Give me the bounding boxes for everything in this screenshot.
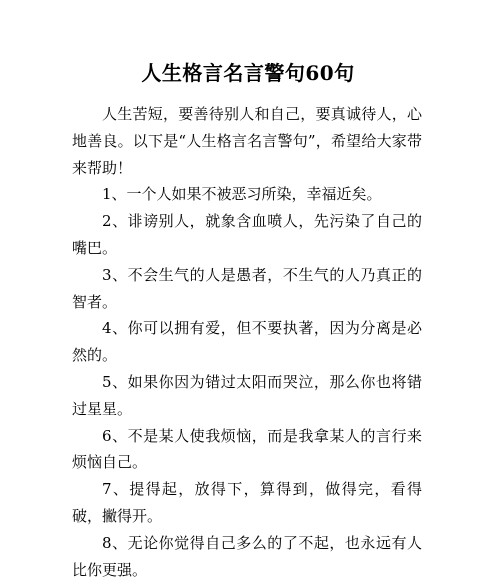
intro-paragraph: 人生苦短，要善待别人和自己，要真诚待人，心地善良。以下是“人生格言名言警句”，希望给大家带来帮助！ bbox=[72, 105, 422, 177]
quote-item-8: 8、无论你觉得自己多么的了不起，也永远有人比你更强。 bbox=[72, 533, 422, 579]
quote-item-3: 3、不会生气的人是愚者，不生气的人乃真正的智者。 bbox=[72, 265, 422, 311]
quote-item-5: 5、如果你因为错过太阳而哭泣，那么你也将错过星星。 bbox=[72, 372, 422, 418]
quote-item-1: 1、一个人如果不被恶习所染，幸福近矣。 bbox=[102, 185, 382, 204]
quote-item-2: 2、诽谤别人，就象含血喷人，先污染了自己的嘴巴。 bbox=[72, 212, 422, 257]
document-body bbox=[72, 101, 422, 583]
document-title: 人生格言名言警句60句 bbox=[141, 61, 355, 85]
quote-item-4: 4、你可以拥有爱，但不要执著，因为分离是必然的。 bbox=[72, 319, 422, 365]
quote-item-7: 7、提得起，放得下，算得到，做得完，看得破，撇得开。 bbox=[72, 480, 422, 525]
quote-item-6: 6、不是某人使我烦恼，而是我拿某人的言行来烦恼自己。 bbox=[72, 426, 422, 472]
